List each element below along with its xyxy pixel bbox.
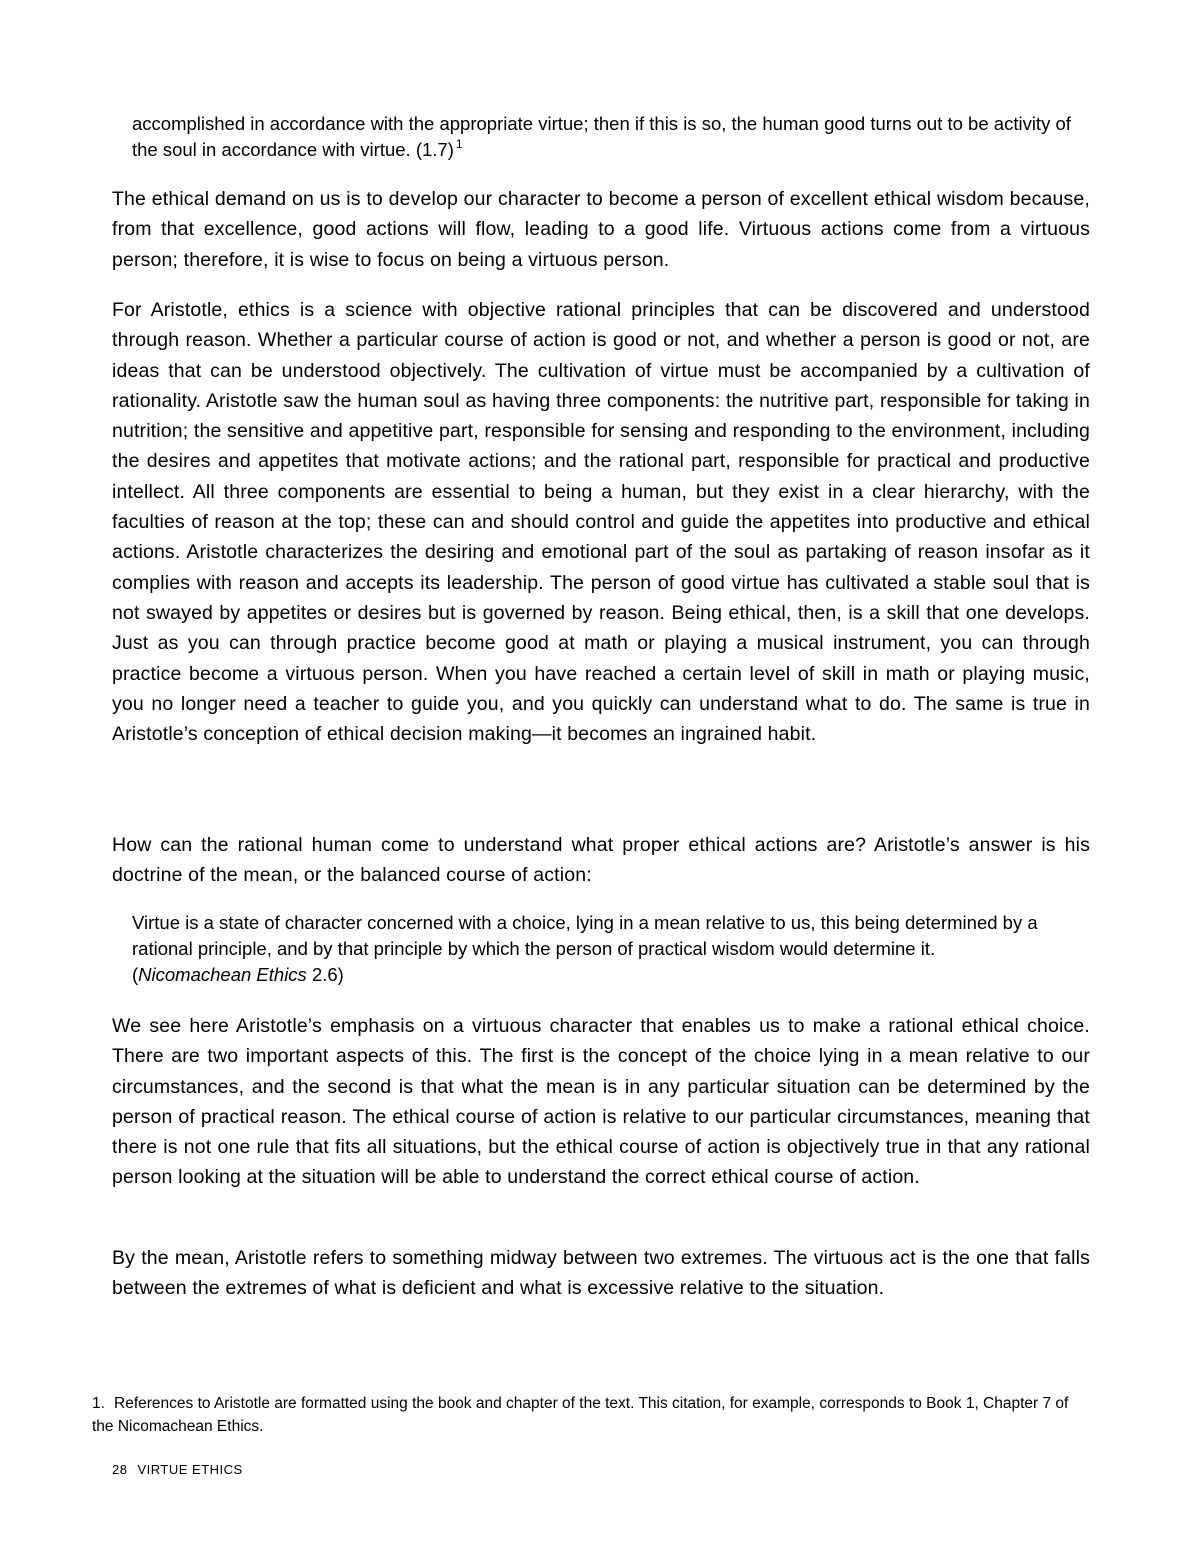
paragraph-virtuous-character: We see here Aristotle’s emphasis on a virtuous character that enables us to make a rational ethical choice. There are two important aspects of this. The first is the concept of the choice lying in a mean relative to our circumstances, and the second is that what the mean is in any particular situation can be determined by the person of practical reason. The ethical course of action is relative to our particular circumstances, meaning that there is not one rule that fits all situations, but the ethical course of action is objectively true in that any rational person looking at the situation will be able to understand the correct ethical course of action.: [112, 1015, 1090, 1189]
block-quote-top-text: accomplished in accordance with the appropriate virtue; then if this is so, the human good turns out to be activity of the soul in accordance with virtue. (1.7): [132, 113, 1071, 160]
paragraph-aristotle-ethics-science: For Aristotle, ethics is a science with objective rational principles that can be discovered and understood through reason. Whether a particular course of action is good or not, and whether a person is good or not, are ideas that can be understood objectively. The cultivation of virtue must be accompanied by a cultivation of rationality. Aristotle saw the human soul as having three components: the nutritive part, responsible for taking in nutrition; the sensitive and appetitive part, responsible for sensing and responding to the environment, including the desires and appetites that motivate actions; and the rational part, responsible for practical and productive intellect. All three components are essential to being a human, but they exist in a clear hierarchy, with the faculties of reason at the top; these can and should control and guide the appetites into productive and ethical actions. Aristotle characterizes the desiring and emotional part of the soul as partaking of reason insofar as it complies with reason and accepts its leadership. The person of good virtue has cultivated a stable soul that is not swayed by appetites or desires but is governed by reason. Being ethical, then, is a skill that one develops. Just as you can through practice become good at math or playing a musical instrument, you can through practice become a virtuous person. When you have reached a certain level of skill in math or playing music, you no longer need a teacher to guide you, and you quickly can understand what to do. The same is true in Aristotle’s conception of ethical decision making—it becomes an ingrained habit.: [112, 299, 1090, 746]
citation-open: (: [132, 964, 139, 985]
footnote-number: 1.: [92, 1395, 105, 1412]
page-footer: [112, 1461, 243, 1479]
section-title: VIRTUE ETHICS: [137, 1462, 243, 1477]
block-quote-top: [132, 111, 1077, 163]
paragraph-mean-definition: By the mean, Aristotle refers to something midway between two extremes. The virtuous act is the one that falls between the extremes of what is deficient and what is excessive relative to the situation.: [112, 1247, 1090, 1300]
page-number: 28: [112, 1462, 128, 1477]
footnote-text: References to Aristotle are formatted using the book and chapter of the text. This citation, for example, corresponds to Book 1, Chapter 7 of the Nicomachean Ethics.: [92, 1395, 1069, 1435]
footnote: [92, 1392, 1082, 1438]
block-quote-virtue-text: Virtue is a state of character concerned with a choice, lying in a mean relative to us, this being determined by a rational principle, and by that principle by which the person of practical wisdom would determine it.: [132, 912, 1038, 959]
paragraph-ethical-demand: The ethical demand on us is to develop our character to become a person of excellent ethical wisdom because, from that excellence, good actions will flow, leading to a good life. Virtuous actions come from a virtuous person; therefore, it is wise to focus on being a virtuous person.: [112, 188, 1090, 271]
citation-reference: 2.6): [306, 964, 344, 985]
footnote-reference[interactable]: 1: [455, 137, 463, 151]
paragraph-doctrine-of-mean-intro: How can the rational human come to understand what proper ethical actions are? Aristotle’s answer is his doctrine of the mean, or the balanced course of action:: [112, 834, 1090, 887]
citation-title: Nicomachean Ethics: [138, 964, 307, 985]
block-quote-virtue-definition: [132, 910, 1077, 988]
